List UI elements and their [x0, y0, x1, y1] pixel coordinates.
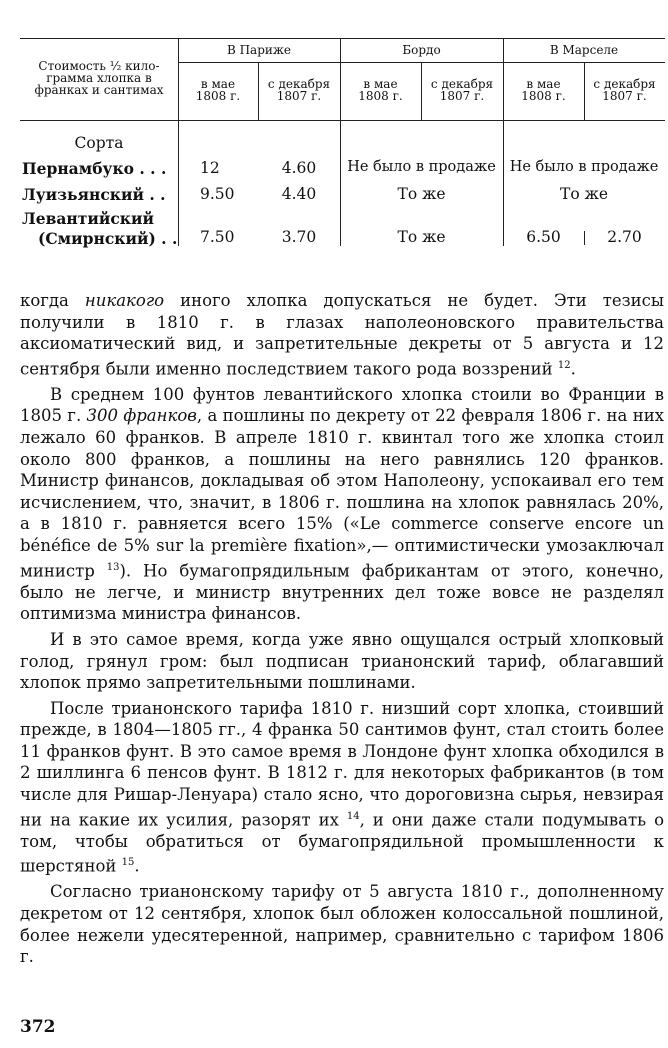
group-header-paris: В Париже — [226, 43, 292, 57]
footnote-ref: 15 — [121, 857, 135, 869]
row-label: Луизьянский . . — [22, 185, 166, 204]
cell-paris-dec: 4.40 — [281, 185, 317, 203]
row-label-continuation: (Смирнский) . . — [38, 229, 178, 248]
row-label: Пернамбуко . . . — [22, 159, 167, 178]
row-label: Левантийский — [22, 209, 154, 228]
cell-bordeaux: Не было в продаже — [347, 159, 496, 175]
cell-paris-may: 9.50 — [200, 185, 235, 203]
group-header-bordeaux: Бордо — [402, 43, 441, 57]
group-header-marseille: В Марселе — [549, 43, 619, 57]
cell-marseille-dec: 2.70 — [607, 228, 642, 246]
body-text — [20, 290, 664, 968]
cell-bordeaux: То же — [397, 228, 446, 246]
footnote-ref: 12 — [557, 359, 571, 371]
subcol-header: с декабря 1807 г. — [267, 77, 331, 103]
table-top-rule — [20, 38, 665, 39]
cell-bordeaux: То же — [397, 185, 446, 203]
col-divider — [178, 38, 179, 246]
col-divider — [503, 38, 504, 246]
stub-header: Стоимость ½ кило- грамма хлопка в франках и сантимах — [34, 59, 164, 97]
paragraph: После трианонского тарифа 1810 г. низший сорт хлопка, стоивший прежде, в 1804—1805 гг., 4 франка 50 сантимов фунт, стал стоить более 11 франков фунт. В это самое время в Лондоне фунт хлопка обходился в 2 шиллинга 6 пенсов фунт. В 1812 г. для некоторых фабрикантов (в том числе для Ришар-Ленуара) стало ясно, что дороговизна сырья, невзирая ни на какие их усилия, разорят их $^{14}$, и они даже стали подумывать о том, чтобы обратиться от бумагопрядильной промышленности к шерстяной $^{15}$. — [20, 698, 664, 876]
subcol-header: в мае 1808 г. — [358, 77, 403, 103]
header-bottom-rule — [20, 120, 665, 121]
subcol-header: в мае 1808 г. — [195, 77, 241, 103]
paragraph: Согласно трианонскому тарифу от 5 августа 1810 г., дополненному декретом от 12 сентября, хлопок был обложен колоссальной пошлиной, более нежели удесятеренной, например, сравнительно с тарифом 1806 г. — [20, 882, 664, 967]
cell-paris-may: 7.50 — [200, 228, 235, 246]
col-divider — [340, 38, 341, 246]
paragraph: В среднем 100 фунтов левантийского хлопка стоили во Франции в 1805 г. 300 франков, а пошлины по декрету от 22 февраля 1806 г. на них лежало 60 франков. В апреле 1810 г. квинтал того же хлопка стоил около 800 франков, а пошлины на него равнялись 120 франков. Министр финансов, докладывая об этом Наполеону, успокаивал его тем исчислением, что, значит, в 1806 г. пошлина на хлопок равнялась 20%, а в 1810 г. равняется всего 15% («Le commerce conserve encore un bénéfice de 5% sur la première fixation»,— оптимистически умозаключал министр $^{13}$). Но бумагопрядильным фабрикантам от этого, конечно, было не легче, и министр внутренних дел тоже вовсе не разделял оптимизма министра финансов. — [20, 384, 664, 624]
cell-marseille: То же — [559, 185, 609, 203]
subcol-header: в мае 1808 г. — [521, 77, 566, 103]
cell-paris-may: 12 — [200, 159, 220, 177]
page-number: 372 — [20, 1017, 56, 1037]
cell-marseille-may: 6.50 — [526, 228, 561, 246]
cell-paris-dec: 4.60 — [281, 159, 317, 177]
sorts-label: Сорта — [74, 134, 124, 152]
subcol-header: с декабря 1807 г. — [430, 77, 494, 103]
paragraph: когда никакого иного хлопка допускаться не будет. Эти тезисы получили в 1810 г. в глазах наполеоновского правительства аксиоматический вид, и запретительные декреты от 5 августа и 12 сентября были именно последствием такого рода воззрений $^{12}$. — [20, 291, 664, 379]
paragraph: И в это самое время, когда уже явно ощущался острый хлопковый голод, грянул гром: был подписан трианонский тариф, облагавший хлопок прямо запретительными пошлинами. — [20, 629, 664, 693]
footnote-ref: 13 — [106, 561, 120, 573]
subcol-header: с декабря 1807 г. — [593, 77, 656, 103]
cell-paris-dec: 3.70 — [281, 228, 317, 246]
footnote-ref: 14 — [346, 810, 360, 822]
cell-marseille: Не было в продаже — [509, 159, 659, 175]
